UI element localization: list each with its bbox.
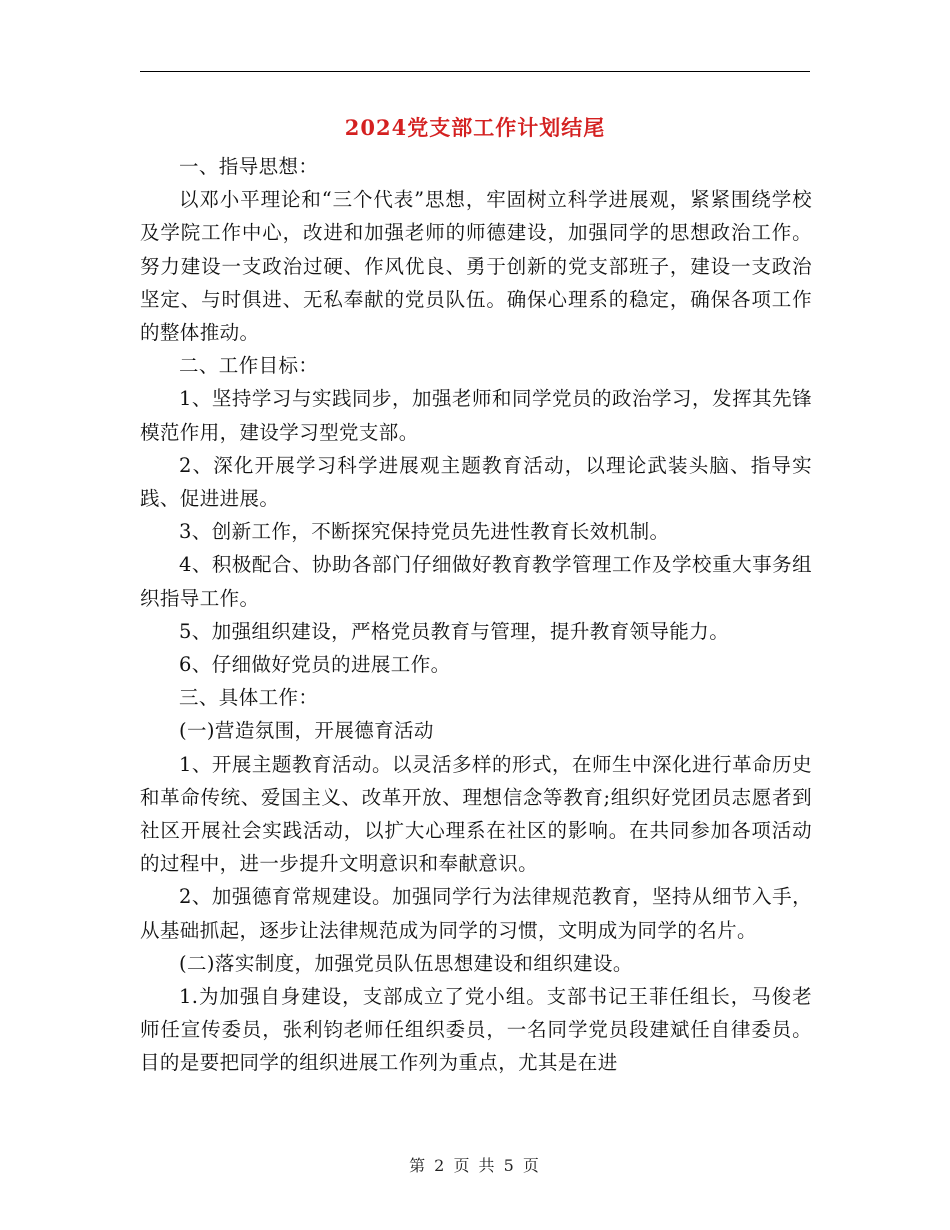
paragraph: 2、加强德育常规建设。加强同学行为法律规范教育，坚持从细节入手，从基础抓起，逐步让法律规范成为同学的习惯，文明成为同学的名片。 bbox=[140, 885, 812, 942]
document-title: 2024党支部工作计划结尾 bbox=[344, 115, 606, 140]
paragraph: 3、创新工作，不断探究保持党员先进性教育长效机制。 bbox=[179, 520, 670, 544]
paragraph: 1.为加强自身建设，支部成立了党小组。支部书记王菲任组长，马俊老师任宣传委员，张利钧老师任组织委员，一名同学党员段建斌任自律委员。目的是要把同学的组织进展工作列为重点，尤其是在进 bbox=[140, 985, 812, 1075]
paragraph: (一)营造氛围，开展德育活动 bbox=[179, 719, 434, 743]
paragraph: 5、加强组织建设，严格党员教育与管理，提升教育领导能力。 bbox=[179, 619, 730, 643]
paragraph: 6、仔细做好党员的进展工作。 bbox=[179, 653, 451, 677]
document-body bbox=[140, 150, 812, 1080]
paragraph: 1、开展主题教育活动。以灵活多样的形式，在师生中深化进行革命历史和革命传统、爱国主义、改革开放、理想信念等教育;组织好党团员志愿者到社区开展社会实践活动，以扩大心理系在社区的影响。在共同参加各项活动的过程中，进一步提升文明意识和奉献意识。 bbox=[140, 752, 812, 876]
paragraph: 以邓小平理论和“三个代表”思想，牢固树立科学进展观，紧紧围绕学校及学院工作中心，改进和加强老师的师德建设，加强同学的思想政治工作。努力建设一支政治过硬、作风优良、勇于创新的党支部班子，建设一支政治坚定、与时俱进、无私奉献的党员队伍。确保心理系的稳定，确保各项工作的整体推动。 bbox=[140, 188, 812, 345]
paragraph: 1、坚持学习与实践同步，加强老师和同学党员的政治学习，发挥其先锋模范作用，建设学习型党支部。 bbox=[140, 387, 812, 444]
paragraph: 二、工作目标： bbox=[179, 354, 319, 378]
paragraph: 2、深化开展学习科学进展观主题教育活动，以理论武装头脑、指导实践、促进进展。 bbox=[140, 453, 812, 511]
paragraph: 一、指导思想： bbox=[179, 155, 319, 178]
page-number: 第 2 页 共 5 页 bbox=[409, 1156, 541, 1175]
paragraph: 4、积极配合、协助各部门仔细做好教育教学管理工作及学校重大事务组织指导工作。 bbox=[140, 553, 812, 610]
paragraph: 三、具体工作： bbox=[179, 686, 319, 710]
paragraph: (二)落实制度，加强党员队伍思想建设和组织建设。 bbox=[179, 951, 633, 975]
header-rule bbox=[140, 71, 810, 72]
